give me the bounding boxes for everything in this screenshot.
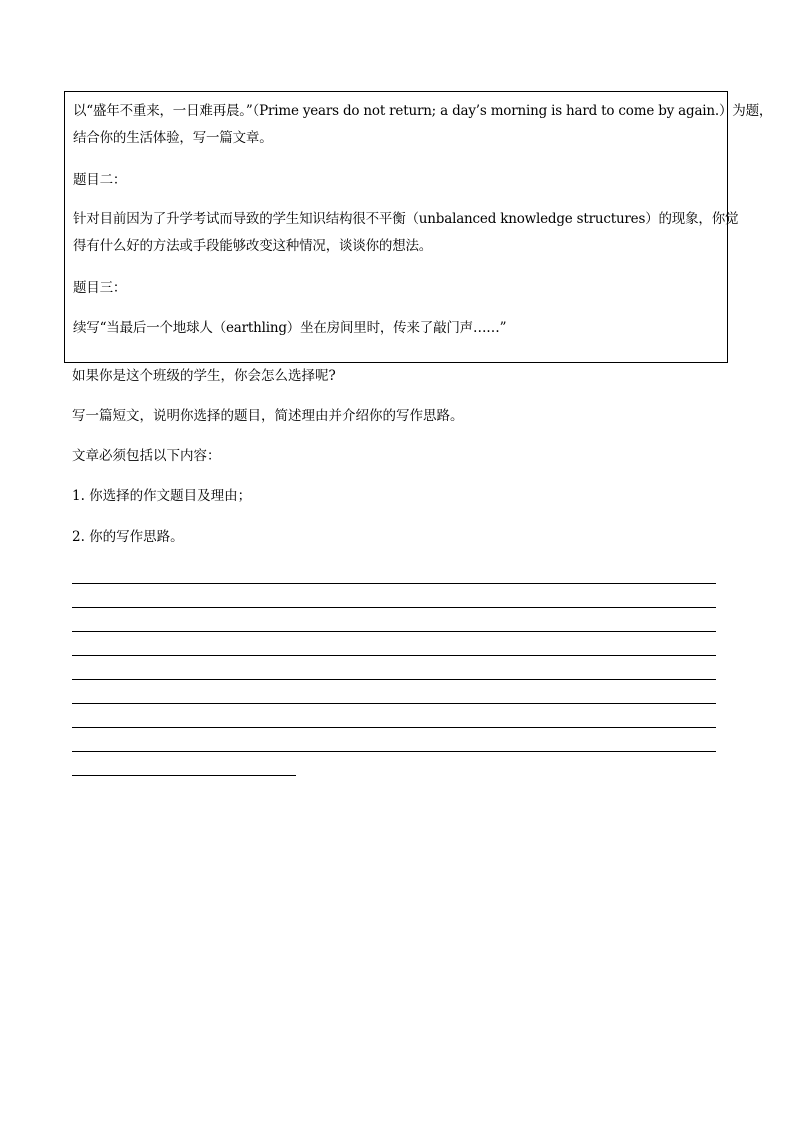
topics-box: [64, 91, 773, 363]
answer-line[interactable]: [72, 631, 716, 632]
topic2-text-line1: 针对目前因为了升学考试而导致的学生知识结构很不平衡（unbalanced knowledge structures）的现象，你觉: [73, 211, 739, 227]
task-text: 写一篇短文，说明你选择的题目，简述理由并介绍你的写作思路。: [72, 408, 464, 424]
answer-line[interactable]: [72, 727, 716, 728]
answer-line[interactable]: [72, 703, 716, 704]
answer-line[interactable]: [72, 751, 716, 752]
question-text: 如果你是这个班级的学生，你会怎么选择呢?: [72, 368, 336, 384]
topic1-text-line1: 以“盛年不重来，一日难再晨。”（Prime years do not return; a day’s morning is hard to come by again.）为题，: [73, 103, 773, 119]
answer-line[interactable]: [72, 679, 716, 680]
answer-line[interactable]: [72, 655, 716, 656]
topic2-heading: 题目二：: [73, 172, 127, 188]
requirement-item-1: 1. 你选择的作文题目及理由；: [72, 488, 252, 504]
topic2-text-line2: 得有什么好的方法或手段能够改变这种情况，谈谈你的想法。: [73, 238, 433, 254]
answer-line[interactable]: [72, 607, 716, 608]
answer-line[interactable]: [72, 583, 716, 584]
requirement-intro: 文章必须包括以下内容：: [72, 448, 221, 464]
topic3-heading: 题目三：: [73, 280, 127, 296]
requirement-item-2: 2. 你的写作思路。: [72, 529, 184, 545]
topic1-text-line2: 结合你的生活体验，写一篇文章。: [73, 130, 273, 146]
topic3-text: 续写“当最后一个地球人（earthling）坐在房间里时，传来了敲门声……”: [73, 320, 507, 336]
answer-line-last[interactable]: [72, 775, 296, 776]
